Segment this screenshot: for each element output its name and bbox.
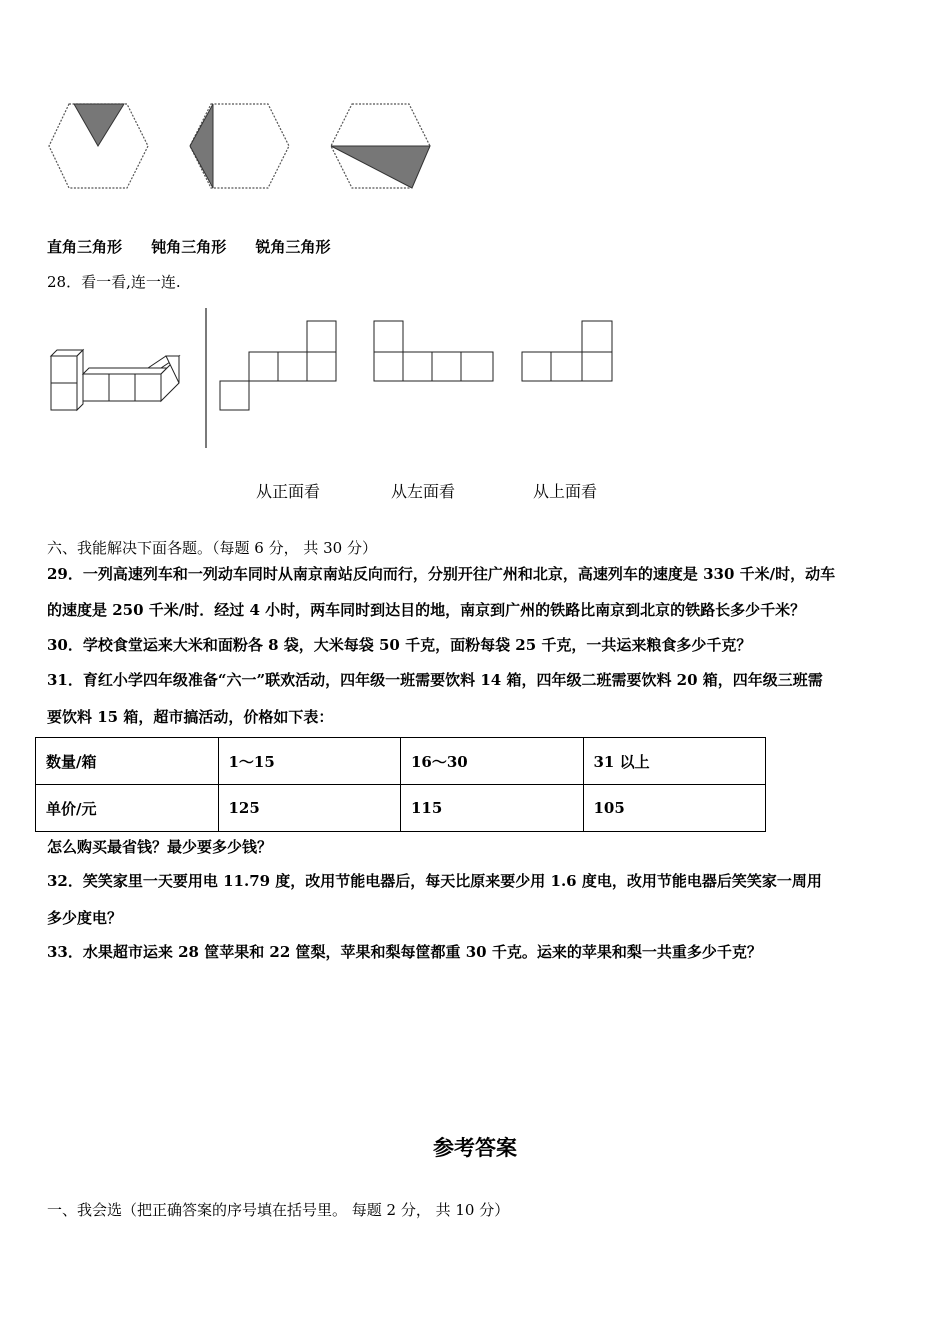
question-33: 33．水果超市运来 28 筐苹果和 22 筐梨，苹果和梨每筐都重 30 千克。运来的苹果和梨一共重多少千克？ xyxy=(47,943,762,961)
label-acute-triangle: 锐角三角形 xyxy=(255,238,331,256)
hexagon-figures xyxy=(40,95,440,195)
hexagon-obtuse-triangle xyxy=(190,104,289,188)
label-obtuse-triangle: 钝角三角形 xyxy=(151,238,227,256)
cube-solid xyxy=(51,350,179,410)
table-cell: 16～30 xyxy=(401,738,584,785)
question-31-prompt: 怎么购买最省钱？最少要多少钱？ xyxy=(47,838,273,856)
section-1-heading: 一、我会选（把正确答案的序号填在括号里。 每题 2 分， 共 10 分） xyxy=(47,1201,510,1219)
table-cell: 115 xyxy=(401,785,584,832)
table-cell: 125 xyxy=(218,785,401,832)
table-cell: 105 xyxy=(583,785,766,832)
label-right-triangle: 直角三角形 xyxy=(47,238,123,256)
table-cell: 1～15 xyxy=(218,738,401,785)
view-right-column xyxy=(522,321,612,381)
table-cell: 31 以上 xyxy=(583,738,766,785)
triangle-labels xyxy=(47,236,331,257)
question-29-line2: 的速度是 250 千米/时．经过 4 小时，两车同时到达目的地，南京到广州的铁路比南京到北京的铁路长多少千米？ xyxy=(47,601,806,619)
question-32-line2: 多少度电？ xyxy=(47,909,123,927)
question-31-line2: 要饮料 15 箱，超市搞活动，价格如下表： xyxy=(47,708,334,726)
view-label-left: 从左面看 xyxy=(391,482,456,501)
table-row xyxy=(36,738,766,785)
view-label-front: 从正面看 xyxy=(256,482,321,501)
table-cell: 单价/元 xyxy=(36,785,219,832)
view-staircase xyxy=(220,321,336,410)
question-31-line1: 31．育红小学四年级准备“六一”联欢活动，四年级一班需要饮料 14 箱，四年级二班需要饮料 20 箱，四年级三班需 xyxy=(47,671,823,689)
question-29-line1: 29．一列高速列车和一列动车同时从南京南站反向而行，分别开往广州和北京，高速列车的速度是 330 千米/时，动车 xyxy=(47,565,836,583)
answer-title: 参考答案 xyxy=(433,1135,517,1160)
hexagon-right-triangle xyxy=(49,104,148,188)
question-30: 30．学校食堂运来大米和面粉各 8 袋，大米每袋 50 千克，面粉每袋 25 千克，一共运来粮食多少千克？ xyxy=(47,636,752,654)
question-32-line1: 32．笑笑家里一天要用电 11.79 度，改用节能电器后，每天比原来要少用 1.6 度电，改用节能电器后笑笑家一周用 xyxy=(47,872,822,890)
section-6-heading: 六、我能解决下面各题。（每题 6 分， 共 30 分） xyxy=(47,539,377,557)
hexagon-acute-triangle xyxy=(331,104,430,188)
cube-views-figure xyxy=(45,300,625,455)
table-row xyxy=(36,785,766,832)
view-l-shape xyxy=(374,321,493,381)
table-cell: 数量/箱 xyxy=(36,738,219,785)
price-table xyxy=(35,737,766,832)
question-28: 28．看一看,连一连. xyxy=(47,273,181,291)
view-label-top: 从上面看 xyxy=(533,482,598,501)
